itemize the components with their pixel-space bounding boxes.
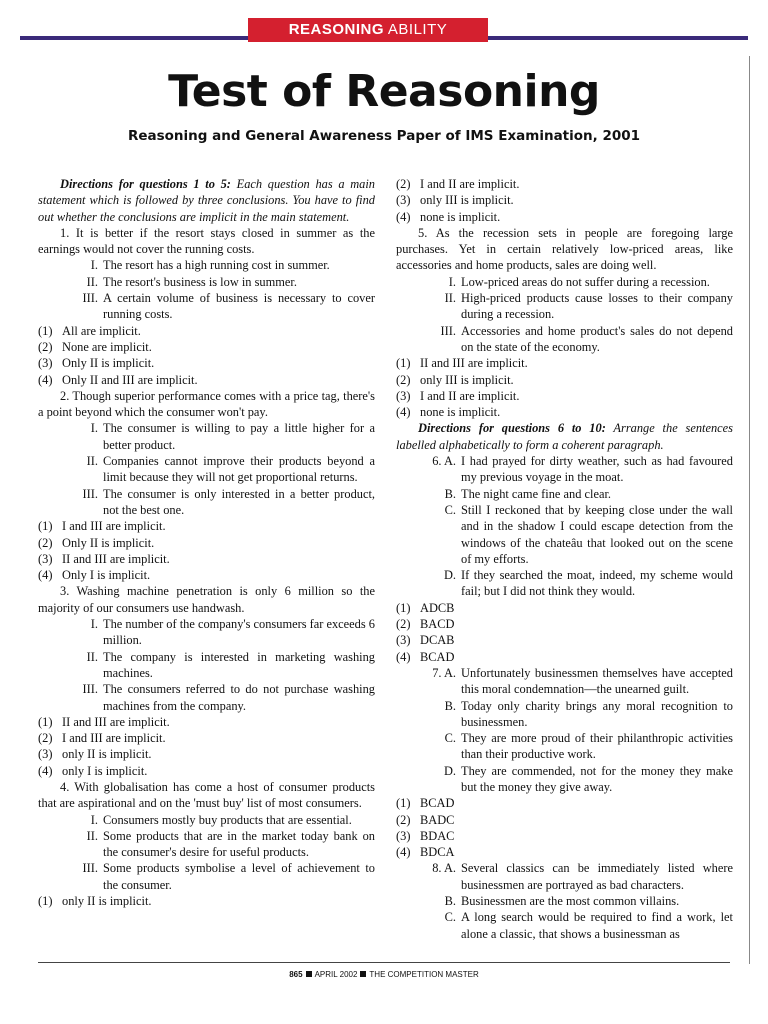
q8-sentence: B. Businessmen are the most common villains. (444, 894, 680, 909)
directions-1-5: Directions for questions 1 to 5: Each question has a main statement which is followed by three conclusions. You have to find out whether the conclusions are implicit in the main statement. (38, 177, 375, 224)
q3-option: (1) II and III are implicit. (38, 714, 170, 729)
q8-sentence: 8. A. Several classics can be immediately listed where businessmen are portrayed as bad characters. (432, 861, 733, 892)
q4-statement: I. Consumers mostly buy products that are essential. (90, 812, 352, 827)
q5-option: (4) none is implicit. (396, 405, 501, 420)
section-tab-bold: REASONING (288, 21, 385, 38)
left-column (38, 176, 375, 909)
page-title: Test of Reasoning (168, 66, 600, 117)
q5-option: (3) I and II are implicit. (396, 388, 520, 403)
magazine-name: THE COMPETITION MASTER (369, 970, 479, 979)
q3-statement: II. The company is interested in marketing washing machines. (86, 649, 375, 680)
q2-option: (1) I and III are implicit. (38, 519, 166, 534)
q7-option: (1) BCAD (396, 796, 455, 811)
page-subtitle: Reasoning and General Awareness Paper of IMS Examination, 2001 (127, 128, 641, 144)
q6-sentence: B. The night came fine and clear. (444, 486, 611, 501)
q6-sentence: 6. A. I had prayed for dirty weather, such as had favoured my previous voyage in the moat. (432, 454, 733, 485)
question-1: 1. It is better if the resort stays closed in summer as the earnings would not cover the running costs. (38, 225, 375, 257)
issue-date: APRIL 2002 (314, 970, 358, 979)
section-tab-rest: ABILITY (387, 21, 448, 38)
q3-option: (3) only II is implicit. (38, 747, 152, 762)
q2-option: (4) Only I is implicit. (38, 568, 151, 583)
side-rule (749, 56, 750, 964)
q1-option: (3) Only II is implicit. (38, 356, 155, 371)
q5-option: (2) only III is implicit. (396, 372, 514, 387)
q4-option: (2) I and II are implicit. (396, 177, 520, 191)
q4-option: (3) only III is implicit. (396, 193, 514, 208)
q6-sentence: C. Still I reckoned that by keeping close under the wall and in the shadow I could escape detection from the windows of the chateâu that looked out on the scene of my efforts. (444, 502, 733, 566)
q7-option: (3) BDAC (396, 828, 455, 843)
q5-statement: III. Accessories and home product's sales do not depend on the state of the economy. (440, 323, 733, 354)
q3-statement: I. The number of the company's consumers far exceeds 6 million. (90, 617, 375, 648)
q2-statement: II. Companies cannot improve their products beyond a limit because they will not get proportional returns. (86, 454, 375, 485)
q7-sentence: B. Today only charity brings any moral recognition to businessmen. (444, 698, 733, 729)
page-footer (0, 970, 768, 979)
q5-statement: I. Low-priced areas do not suffer during a recession. (448, 274, 710, 289)
q7-sentence: 7. A. Unfortunately businessmen themselves have accepted this moral condemnation—the unearned guilt. (432, 665, 733, 697)
square-bullet-icon (360, 971, 366, 977)
q1-statement: III. A certain volume of business is necessary to cover running costs. (82, 291, 375, 322)
footer-rule (38, 962, 730, 963)
question-4: 4. With globalisation has come a host of consumer products that are aspirational and on the 'must buy' list of most consumers. (38, 779, 375, 811)
q5-option: (1) II and III are implicit. (396, 356, 528, 371)
directions-6-10: Directions for questions 6 to 10: Arrange the sentences labelled alphabetically to form a coherent paragraph. (396, 421, 733, 452)
q4-statement: II. Some products that are in the market today bank on the consumer's desire for useful products. (86, 828, 375, 860)
q7-option: (2) BADC (396, 812, 455, 827)
q6-sentence: D. If they searched the moat, indeed, my scheme would fail; but I did not think they would. (443, 568, 733, 599)
q4-option: (4) none is implicit. (396, 209, 501, 224)
q2-option: (2) Only II is implicit. (38, 535, 155, 550)
q6-option: (1) ADCB (396, 600, 455, 615)
right-column (396, 176, 733, 942)
q1-statement: II. The resort's business is low in summer. (86, 274, 297, 289)
question-3: 3. Washing machine penetration is only 6 million so the majority of our consumers use handwash. (38, 584, 375, 615)
q1-option: (1) All are implicit. (38, 323, 141, 338)
q8-sentence: C. A long search would be required to find a work, let alone a classic, that shows a businessman as (444, 910, 733, 941)
q3-option: (4) only I is implicit. (38, 763, 148, 778)
q2-statement: I. The consumer is willing to pay a little higher for a better product. (90, 421, 375, 452)
q5-statement: II. High-priced products cause losses to their company during a recession. (444, 291, 733, 322)
q7-option: (4) BDCA (396, 845, 455, 860)
square-bullet-icon (306, 971, 312, 977)
q3-option: (2) I and III are implicit. (38, 731, 166, 746)
page-number: 865 (289, 970, 303, 979)
q7-sentence: C. They are more proud of their philanthropic activities than their productive work. (444, 731, 733, 762)
q1-statement: I. The resort has a high running cost in summer. (90, 258, 330, 273)
q2-statement: III. The consumer is only interested in a better product, not the best one. (82, 486, 375, 517)
q4-statement: III. Some products symbolise a level of achievement to the consumer. (82, 861, 375, 892)
q7-sentence: D. They are commended, not for the money they make but the money they give away. (443, 763, 733, 794)
q6-option: (2) BACD (396, 617, 455, 632)
q3-statement: III. The consumers referred to do not purchase washing machines from the company. (82, 682, 375, 713)
q2-option: (3) II and III are implicit. (38, 551, 170, 566)
q1-option: (4) Only II and III are implicit. (38, 372, 198, 387)
q4-option: (1) only II is implicit. (38, 894, 152, 909)
question-2: 2. Though superior performance comes with a price tag, there's a point beyond which the consumer won't pay. (38, 388, 375, 420)
q6-option: (4) BCAD (396, 649, 455, 664)
section-tab (248, 18, 488, 42)
q6-option: (3) DCAB (396, 633, 455, 648)
question-5: 5. As the recession sets in people are foregoing large purchases. Yet in certain relatively low-priced areas, like accessories and home products, sales are doing well. (396, 225, 733, 273)
q1-option: (2) None are implicit. (38, 339, 152, 354)
